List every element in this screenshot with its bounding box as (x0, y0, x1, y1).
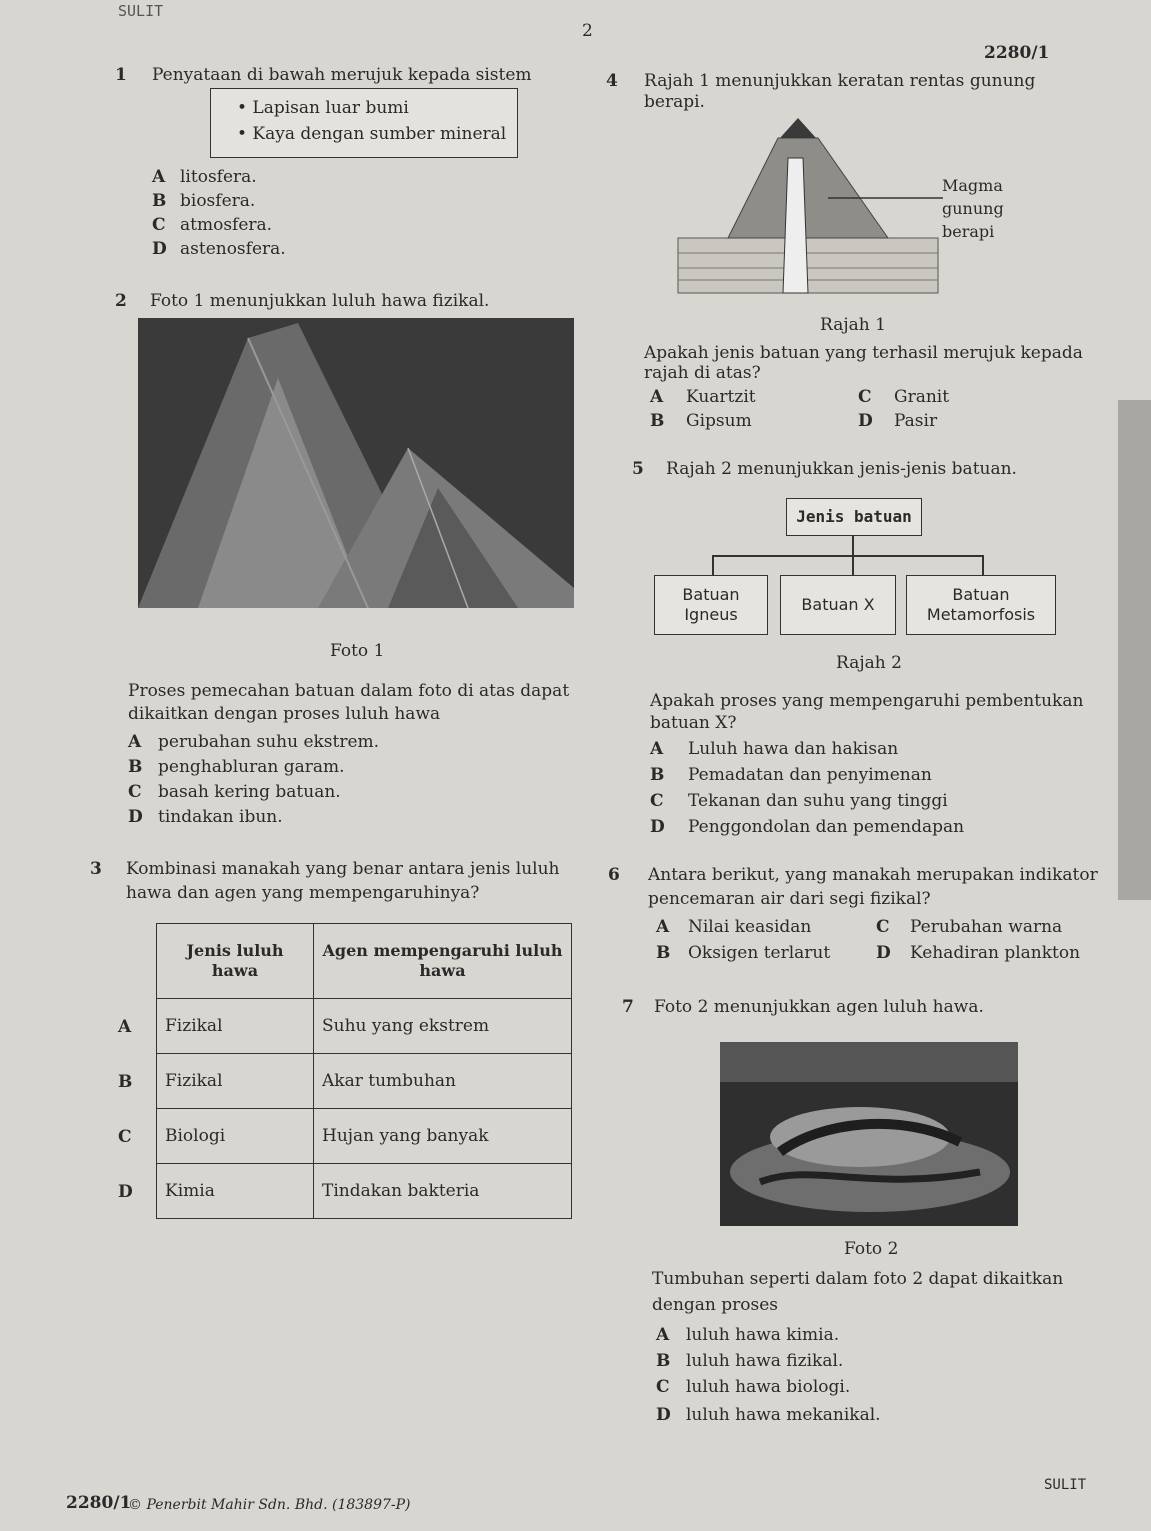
question-stem: Foto 2 menunjukkan agen luluh hawa. (654, 997, 984, 1017)
question-line: pencemaran air dari segi fizikal? (648, 889, 931, 909)
option-text: Perubahan warna (910, 917, 1063, 937)
row-letter[interactable]: D (118, 1182, 133, 1202)
connector-line (712, 555, 714, 575)
option-letter[interactable]: C (152, 215, 166, 235)
statement-line: • Kaya dengan sumber mineral (237, 124, 507, 144)
question-line: Tumbuhan seperti dalam foto 2 dapat dikaitkan (652, 1269, 1064, 1289)
question-line: batuan X? (650, 713, 737, 733)
chart-root-node: Jenis batuan (786, 498, 922, 536)
option-letter[interactable]: C (656, 1377, 670, 1397)
option-letter[interactable]: A (656, 917, 670, 937)
option-text: luluh hawa fizikal. (686, 1351, 844, 1371)
options-table (156, 923, 572, 1219)
option-text: Gipsum (686, 411, 752, 431)
row-letter[interactable]: B (118, 1072, 133, 1092)
chart-child-node (906, 575, 1056, 635)
option-letter[interactable]: C (876, 917, 890, 937)
diagram-caption: Rajah 2 (836, 653, 902, 673)
question-line: Rajah 1 menunjukkan keratan rentas gunung (644, 71, 1036, 91)
option-text: luluh hawa kimia. (686, 1325, 840, 1345)
option-text: Tekanan dan suhu yang tinggi (688, 791, 948, 811)
option-letter[interactable]: B (650, 765, 665, 785)
connector-line (712, 555, 984, 557)
photo-caption: Foto 1 (330, 641, 385, 661)
diagram-label: gunung (942, 199, 1004, 218)
option-text: luluh hawa biologi. (686, 1377, 851, 1397)
question-number: 7 (622, 997, 634, 1017)
connector-line (852, 535, 854, 555)
table-header-row (157, 924, 572, 999)
option-text: astenosfera. (180, 239, 286, 259)
diagram-label: berapi (942, 222, 995, 241)
question-number: 6 (608, 865, 620, 885)
rock-photo-illustration (138, 318, 574, 608)
option-letter[interactable]: D (858, 411, 873, 431)
question-number: 3 (90, 859, 102, 879)
footer-code: 2280/1 (66, 1493, 132, 1513)
question-line: dikaitkan dengan proses luluh hawa (128, 704, 441, 724)
option-letter[interactable]: A (650, 739, 664, 759)
node-label: Batuan Metamorfosis (926, 585, 1036, 624)
table-row (157, 1109, 572, 1164)
option-letter[interactable]: D (152, 239, 167, 259)
connector-line (982, 555, 984, 575)
table-header-cell: Jenis luluh hawa (157, 924, 314, 999)
option-text: perubahan suhu ekstrem. (158, 732, 380, 752)
table-row (157, 1054, 572, 1109)
table-cell: Tindakan bakteria (314, 1164, 572, 1219)
option-letter[interactable]: D (650, 817, 665, 837)
option-letter[interactable]: B (650, 411, 665, 431)
option-text: Pasir (894, 411, 938, 431)
option-text: penghabluran garam. (158, 757, 345, 777)
question-line: Kombinasi manakah yang benar antara jenis luluh (126, 859, 560, 879)
table-cell: Kimia (157, 1164, 314, 1219)
table-header-cell: Agen mempengaruhi luluh hawa (314, 924, 572, 999)
table-row (157, 1164, 572, 1219)
option-letter[interactable]: D (128, 807, 143, 827)
statement-box (210, 88, 518, 158)
option-text: Kuartzit (686, 387, 756, 407)
question-line: dengan proses (652, 1295, 779, 1315)
question-line: berapi. (644, 92, 705, 112)
option-letter[interactable]: B (128, 757, 143, 777)
diagram-caption: Rajah 1 (820, 315, 886, 335)
table-cell: Suhu yang ekstrem (314, 999, 572, 1054)
option-letter[interactable]: B (656, 1351, 671, 1371)
question-stem: Foto 1 menunjukkan luluh hawa fizikal. (150, 291, 490, 311)
question-stem: Rajah 2 menunjukkan jenis-jenis batuan. (666, 459, 1017, 479)
footer-publisher: © Penerbit Mahir Sdn. Bhd. (183897-P) (128, 1497, 411, 1513)
option-text: Oksigen terlarut (688, 943, 831, 963)
question-number: 4 (606, 71, 618, 91)
question-line: Apakah proses yang mempengaruhi pembentukan (650, 691, 1084, 711)
option-letter[interactable]: A (656, 1325, 670, 1345)
option-text: tindakan ibun. (158, 807, 283, 827)
option-text: litosfera. (180, 167, 257, 187)
option-letter[interactable]: A (650, 387, 664, 407)
option-letter[interactable]: C (858, 387, 872, 407)
option-text: Penggondolan dan pemendapan (688, 817, 965, 837)
chart-child-node: Batuan X (780, 575, 896, 635)
foto-2-image (720, 1042, 1018, 1226)
question-number: 2 (115, 291, 127, 311)
question-line: Proses pemecahan batuan dalam foto di atas dapat (128, 681, 570, 701)
option-letter[interactable]: C (128, 782, 142, 802)
option-text: Granit (894, 387, 950, 407)
row-letter[interactable]: A (118, 1017, 132, 1037)
option-text: Kehadiran plankton (910, 943, 1081, 963)
volcano-diagram (668, 118, 950, 318)
table-cell: Akar tumbuhan (314, 1054, 572, 1109)
node-label: Batuan Igneus (682, 585, 740, 624)
question-number: 5 (632, 459, 644, 479)
row-letter[interactable]: C (118, 1127, 132, 1147)
option-letter[interactable]: B (152, 191, 167, 211)
option-letter[interactable]: A (128, 732, 142, 752)
table-cell: Biologi (157, 1109, 314, 1164)
option-text: atmosfera. (180, 215, 273, 235)
photo-caption: Foto 2 (844, 1239, 899, 1259)
option-letter[interactable]: B (656, 943, 671, 963)
option-text: Luluh hawa dan hakisan (688, 739, 899, 759)
question-line: Antara berikut, yang manakah merupakan indikator (648, 865, 1098, 885)
question-stem: Penyataan di bawah merujuk kepada sistem (152, 65, 532, 85)
tree-root-photo-illustration (720, 1042, 1018, 1226)
footer-sulit: SULIT (1044, 1477, 1087, 1493)
option-text: luluh hawa mekanikal. (686, 1405, 881, 1425)
table-cell: Hujan yang banyak (314, 1109, 572, 1164)
option-letter[interactable]: A (152, 167, 166, 187)
page-edge-shadow (1118, 400, 1151, 900)
option-letter[interactable]: C (650, 791, 664, 811)
diagram-label: Magma (942, 176, 1003, 195)
statement-line: • Lapisan luar bumi (237, 98, 409, 118)
header-sulit: SULIT (118, 2, 164, 20)
option-text: Pemadatan dan penyimenan (688, 765, 932, 785)
option-letter[interactable]: D (656, 1405, 671, 1425)
paper-code: 2280/1 (984, 43, 1050, 63)
table-cell: Fizikal (157, 1054, 314, 1109)
foto-1-image (138, 318, 574, 608)
question-line: Apakah jenis batuan yang terhasil merujuk kepada (644, 343, 1083, 363)
page-number: 2 (582, 21, 593, 41)
connector-line (852, 555, 854, 575)
chart-child-node (654, 575, 768, 635)
question-line: hawa dan agen yang mempengaruhinya? (126, 883, 480, 903)
table-cell: Fizikal (157, 999, 314, 1054)
table-row (157, 999, 572, 1054)
option-letter[interactable]: D (876, 943, 891, 963)
option-text: basah kering batuan. (158, 782, 341, 802)
option-text: biosfera. (180, 191, 256, 211)
question-line: rajah di atas? (644, 363, 761, 383)
question-number: 1 (115, 65, 127, 85)
option-text: Nilai keasidan (688, 917, 812, 937)
